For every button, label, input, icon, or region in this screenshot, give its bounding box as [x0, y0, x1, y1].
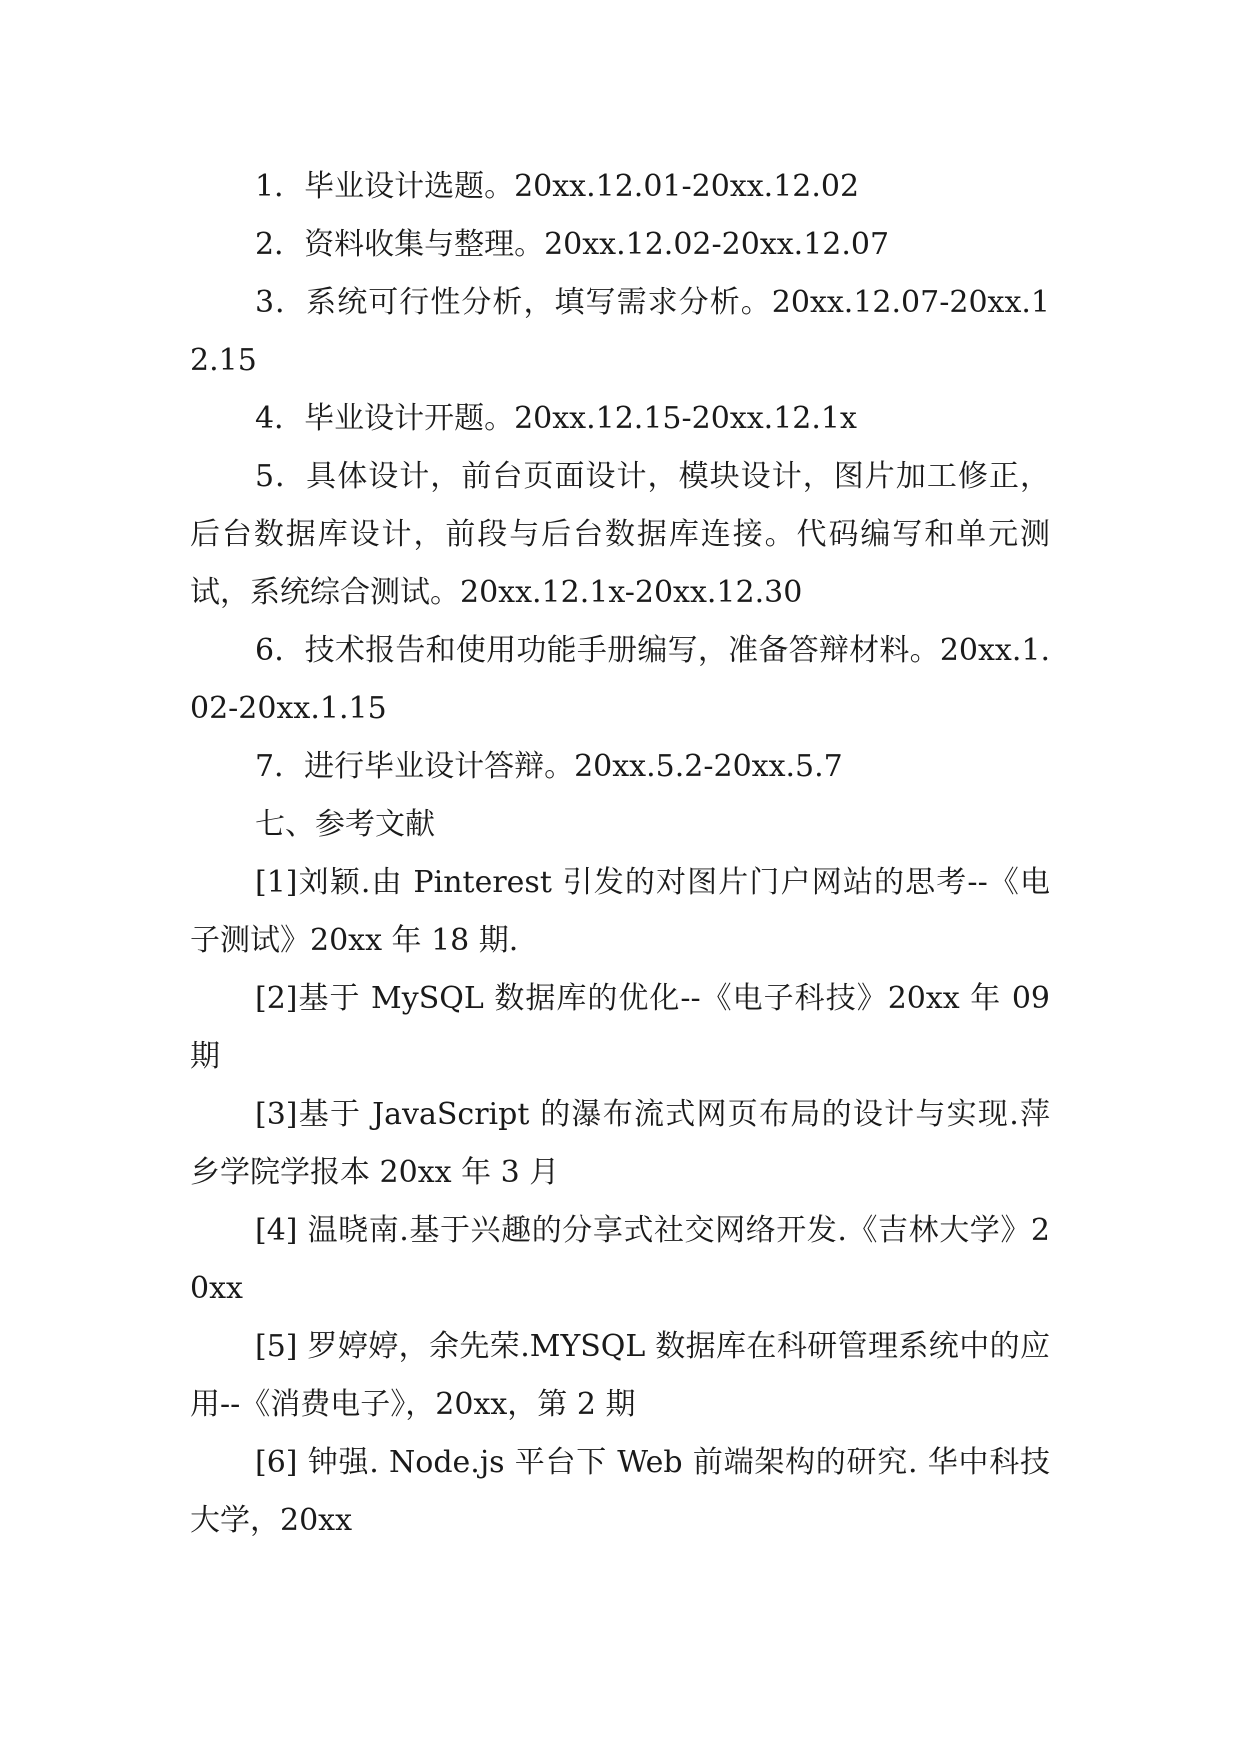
references-heading: 七、参考文献: [255, 807, 435, 842]
reference-3: [3]基于 JavaScript 的瀑布流式网页布局的设计与实现.萍乡学院学报本 20xx 年 3 月: [190, 1097, 1050, 1190]
document-body: [190, 158, 1050, 1550]
schedule-item-3: 3．系统可行性分析，填写需求分析。20xx.12.07-20xx.12.15: [190, 285, 1050, 378]
schedule-item-6: 6．技术报告和使用功能手册编写，准备答辩材料。20xx.1.02-20xx.1.15: [190, 633, 1050, 726]
reference-2: [2]基于 MySQL 数据库的优化--《电子科技》20xx 年 09 期: [190, 981, 1050, 1074]
reference-4: [4] 温晓南.基于兴趣的分享式社交网络开发.《吉林大学》20xx: [190, 1213, 1050, 1306]
schedule-item-5: 5．具体设计，前台页面设计，模块设计，图片加工修正，后台数据库设计，前段与后台数据库连接。代码编写和单元测试，系统综合测试。20xx.12.1x-20xx.12.30: [190, 459, 1050, 610]
reference-6: [6] 钟强. Node.js 平台下 Web 前端架构的研究. 华中科技大学，20xx: [190, 1445, 1050, 1538]
schedule-item-7: 7．进行毕业设计答辩。20xx.5.2-20xx.5.7: [255, 749, 843, 784]
reference-1: [1]刘颖.由 Pinterest 引发的对图片门户网站的思考--《电子测试》20xx 年 18 期.: [190, 865, 1050, 958]
schedule-item-2: 2．资料收集与整理。20xx.12.02-20xx.12.07: [255, 227, 890, 262]
schedule-item-1: 1．毕业设计选题。20xx.12.01-20xx.12.02: [255, 169, 860, 204]
reference-5: [5] 罗婷婷，余先荣.MYSQL 数据库在科研管理系统中的应用--《消费电子》，20xx，第 2 期: [190, 1329, 1050, 1422]
schedule-item-4: 4．毕业设计开题。20xx.12.15-20xx.12.1x: [255, 401, 857, 436]
